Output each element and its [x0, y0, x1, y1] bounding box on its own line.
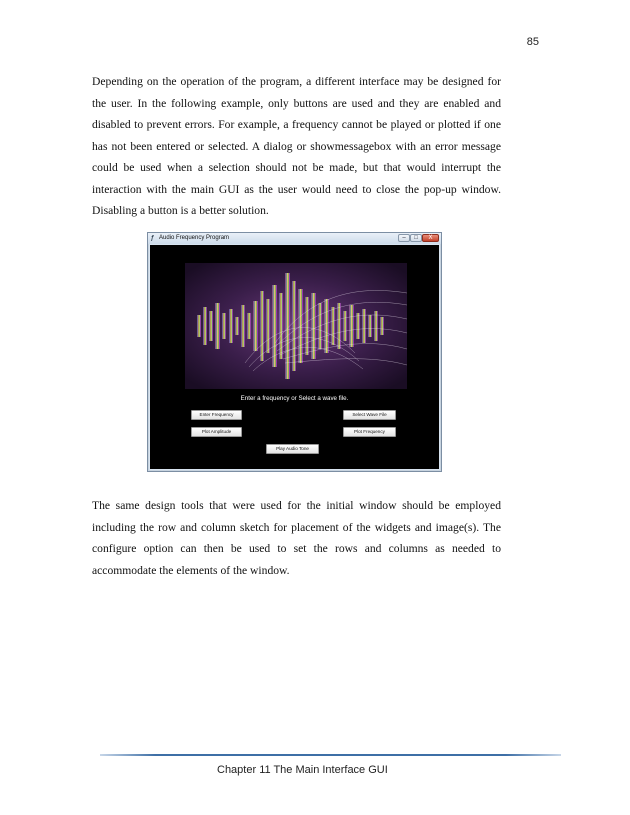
plot-amplitude-button[interactable]: Plot Amplitude [191, 427, 242, 437]
maximize-button[interactable]: □ [410, 234, 422, 242]
paragraph-design-tools: The same design tools that were used for the initial window should be employed including the row and column sketch for placement of the widgets and image(s). The configure option can then be used to set the rows and columns as needed to accommodate the elements of the window. [92, 499, 501, 577]
page-number: 85 [526, 36, 539, 48]
feather-app-icon: f [151, 234, 154, 243]
minimize-button[interactable]: – [398, 234, 410, 242]
sound-wave-image [185, 263, 407, 389]
window-titlebar [148, 233, 441, 244]
play-audio-tone-button[interactable]: Play Audio Tone [266, 444, 319, 454]
select-wave-file-button[interactable]: Select Wave File [343, 410, 396, 420]
enter-frequency-button[interactable]: Enter Frequency [191, 410, 242, 420]
plot-frequency-button[interactable]: Plot Frequency [343, 427, 396, 437]
window-title: Audio Frequency Program [159, 235, 230, 241]
app-window-screenshot [147, 232, 442, 472]
close-button[interactable]: X [422, 234, 439, 242]
window-client-area [150, 245, 439, 469]
prompt-label: Enter a frequency or Select a wave file. [240, 395, 349, 402]
paragraph-intro: Depending on the operation of the program, a different interface may be designed for the user. In the following example, only buttons are used and they are enabled and disabled to prevent errors. For example, a frequency cannot be played or plotted if one has not been entered or selected. A dialog or showmessagebox with an error message could be used when a selection should not be made, but that would interrupt the interaction with the main GUI as the user would need to close the pop-up window. Disabling a button is a better solution. [92, 75, 501, 217]
footer-rule [100, 754, 561, 756]
chapter-footer: Chapter 11 The Main Interface GUI [217, 764, 388, 776]
